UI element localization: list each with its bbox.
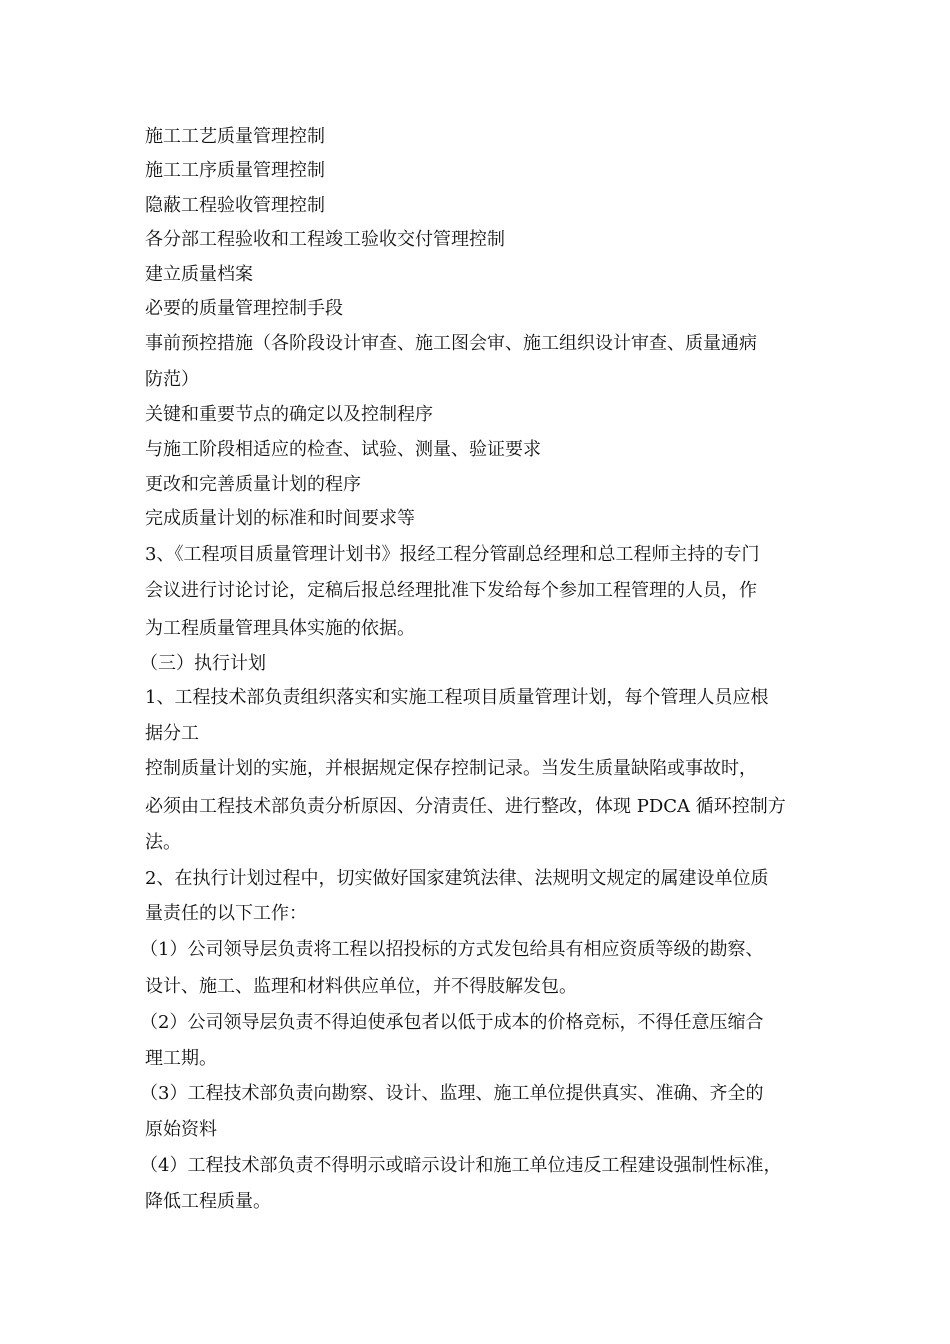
text-line: 各分部工程验收和工程竣工验收交付管理控制: [145, 229, 505, 250]
text-line: 3、《工程项目质量管理计划书》报经工程分管副总经理和总工程师主持的专门: [145, 544, 760, 565]
section-heading: （三）执行计划: [140, 653, 266, 674]
text-line: 量责任的以下工作：: [145, 903, 307, 924]
text-line: 理工期。: [145, 1048, 217, 1069]
text-line: 关键和重要节点的确定以及控制程序: [145, 404, 433, 425]
text-line: 事前预控措施（各阶段设计审查、施工图会审、施工组织设计审查、质量通病: [145, 333, 757, 354]
text-line: 会议进行讨论讨论，定稿后报总经理批准下发给每个参加工程管理的人员，作: [145, 580, 757, 601]
text-line: 原始资料: [145, 1119, 217, 1140]
text-line: 据分工: [145, 723, 199, 744]
text-line: 控制质量计划的实施，并根据规定保存控制记录。当发生质量缺陷或事故时，: [145, 758, 757, 779]
text-line: （3）工程技术部负责向勘察、设计、监理、施工单位提供真实、准确、齐全的: [140, 1083, 764, 1104]
text-line: 2、在执行计划过程中，切实做好国家建筑法律、法规明文规定的属建设单位质: [145, 868, 769, 889]
text-line: （4）工程技术部负责不得明示或暗示设计和施工单位违反工程建设强制性标准，: [140, 1155, 782, 1176]
text-line: 必要的质量管理控制手段: [145, 298, 343, 319]
text-line: 设计、施工、监理和材料供应单位，并不得肢解发包。: [145, 976, 577, 997]
text-line: （1）公司领导层负责将工程以招投标的方式发包给具有相应资质等级的勘察、: [140, 939, 764, 960]
text-line: 为工程质量管理具体实施的依据。: [145, 618, 415, 639]
text-line: （2）公司领导层负责不得迫使承包者以低于成本的价格竞标，不得任意压缩合: [140, 1012, 764, 1033]
text-line: 建立质量档案: [145, 264, 253, 285]
text-line: 防范）: [145, 369, 199, 390]
text-line: 施工工艺质量管理控制: [145, 126, 325, 147]
text-line: 法。: [145, 832, 181, 853]
text-line: 隐蔽工程验收管理控制: [145, 195, 325, 216]
text-line: 必须由工程技术部负责分析原因、分清责任、进行整改，体现 PDCA 循环控制方: [145, 796, 786, 817]
text-line: 降低工程质量。: [145, 1191, 271, 1212]
text-line: 施工工序质量管理控制: [145, 160, 325, 181]
text-line: 更改和完善质量计划的程序: [145, 474, 361, 495]
text-line: 完成质量计划的标准和时间要求等: [145, 508, 415, 529]
text-line: 1、工程技术部负责组织落实和实施工程项目质量管理计划，每个管理人员应根: [145, 687, 769, 708]
text-line: 与施工阶段相适应的检查、试验、测量、验证要求: [145, 439, 541, 460]
